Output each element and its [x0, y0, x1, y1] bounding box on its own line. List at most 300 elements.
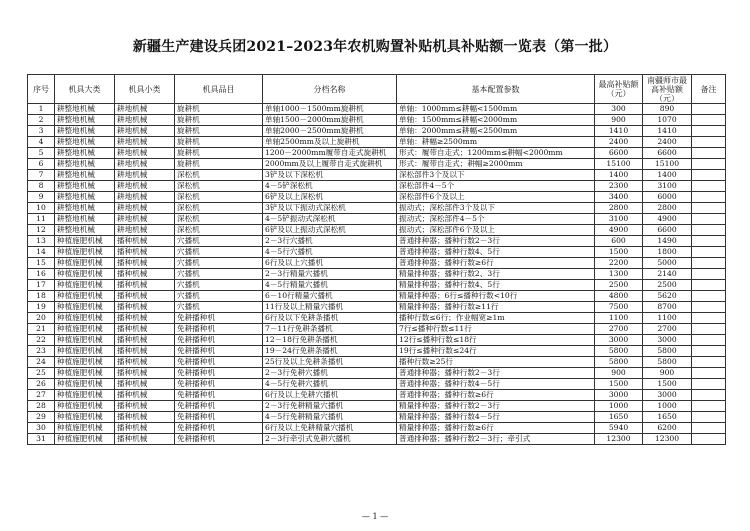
col-header-minor-category: 机具小类 [115, 75, 175, 104]
cell-index: 15 [28, 258, 55, 269]
table-row [28, 115, 726, 126]
cell-item: 穴播机 [175, 258, 263, 269]
table-row [28, 104, 726, 115]
cell-south-max-subsidy: 4900 [643, 214, 692, 225]
cell-minor-category: 耕地机械 [115, 225, 175, 236]
cell-major-category: 种植施肥机械 [55, 324, 115, 335]
cell-item: 旋耕机 [175, 115, 263, 126]
cell-config-params: 普通排种器；播种行数4－5行 [397, 379, 595, 390]
cell-config-params: 精量排种器；播种行数4、5行 [397, 280, 595, 291]
cell-index: 7 [28, 170, 55, 181]
cell-max-subsidy: 2400 [595, 137, 643, 148]
cell-major-category: 种植施肥机械 [55, 335, 115, 346]
cell-major-category: 耕整地机械 [55, 115, 115, 126]
cell-minor-category: 播种机械 [115, 390, 175, 401]
cell-index: 6 [28, 159, 55, 170]
cell-south-max-subsidy: 1490 [643, 236, 692, 247]
cell-remarks [692, 225, 726, 236]
cell-minor-category: 耕地机械 [115, 137, 175, 148]
cell-item: 免耕播种机 [175, 368, 263, 379]
col-header-max-subsidy: 最高补贴额（元） [595, 75, 643, 104]
cell-item: 免耕播种机 [175, 335, 263, 346]
cell-config-params: 播种行数≤6行；作业幅宽≥1m [397, 313, 595, 324]
table-row [28, 203, 726, 214]
cell-grade-name: 4－5行免耕精量穴播机 [263, 412, 397, 423]
cell-south-max-subsidy: 2500 [643, 280, 692, 291]
cell-index: 29 [28, 412, 55, 423]
cell-index: 19 [28, 302, 55, 313]
cell-max-subsidy: 5800 [595, 357, 643, 368]
cell-config-params: 振动式；深松部件3个及以下 [397, 203, 595, 214]
cell-index: 20 [28, 313, 55, 324]
table-row [28, 280, 726, 291]
cell-south-max-subsidy: 6200 [643, 423, 692, 434]
cell-config-params: 深松部件4－5个 [397, 181, 595, 192]
cell-minor-category: 播种机械 [115, 324, 175, 335]
cell-index: 2 [28, 115, 55, 126]
cell-config-params: 12行≤播种行数≤18行 [397, 335, 595, 346]
cell-minor-category: 播种机械 [115, 346, 175, 357]
cell-minor-category: 耕地机械 [115, 214, 175, 225]
cell-remarks [692, 291, 726, 302]
cell-max-subsidy: 1650 [595, 412, 643, 423]
table-row [28, 148, 726, 159]
cell-minor-category: 耕地机械 [115, 126, 175, 137]
cell-remarks [692, 126, 726, 137]
cell-index: 25 [28, 368, 55, 379]
cell-grade-name: 6铲及以上深松机 [263, 192, 397, 203]
cell-index: 10 [28, 203, 55, 214]
cell-minor-category: 播种机械 [115, 291, 175, 302]
cell-major-category: 耕整地机械 [55, 159, 115, 170]
cell-index: 1 [28, 104, 55, 115]
cell-grade-name: 12－18行免耕条播机 [263, 335, 397, 346]
cell-remarks [692, 324, 726, 335]
cell-item: 免耕播种机 [175, 390, 263, 401]
cell-max-subsidy: 1500 [595, 247, 643, 258]
cell-item: 免耕播种机 [175, 423, 263, 434]
cell-south-max-subsidy: 1070 [643, 115, 692, 126]
cell-major-category: 种植施肥机械 [55, 368, 115, 379]
cell-max-subsidy: 4800 [595, 291, 643, 302]
cell-index: 30 [28, 423, 55, 434]
cell-south-max-subsidy: 6000 [643, 192, 692, 203]
cell-max-subsidy: 1300 [595, 269, 643, 280]
cell-config-params: 精量排种器；6行≤播种行数<10行 [397, 291, 595, 302]
cell-item: 穴播机 [175, 236, 263, 247]
cell-max-subsidy: 7500 [595, 302, 643, 313]
cell-config-params: 精量排种器；播种行数4－5行 [397, 412, 595, 423]
table-row [28, 236, 726, 247]
cell-south-max-subsidy: 5000 [643, 258, 692, 269]
cell-max-subsidy: 600 [595, 236, 643, 247]
cell-max-subsidy: 15100 [595, 159, 643, 170]
cell-major-category: 种植施肥机械 [55, 280, 115, 291]
cell-grade-name: 3铲及以下振动式深松机 [263, 203, 397, 214]
cell-config-params: 普通排种器；播种行数2－3行；牵引式 [397, 434, 595, 445]
cell-config-params: 7行≤播种行数≤11行 [397, 324, 595, 335]
cell-south-max-subsidy: 1100 [643, 313, 692, 324]
col-header-item: 机具品目 [175, 75, 263, 104]
table-header-row [28, 75, 726, 104]
cell-index: 28 [28, 401, 55, 412]
cell-minor-category: 耕地机械 [115, 115, 175, 126]
cell-max-subsidy: 2200 [595, 258, 643, 269]
cell-max-subsidy: 5940 [595, 423, 643, 434]
cell-major-category: 种植施肥机械 [55, 291, 115, 302]
cell-max-subsidy: 3100 [595, 214, 643, 225]
cell-max-subsidy: 1100 [595, 313, 643, 324]
cell-minor-category: 播种机械 [115, 412, 175, 423]
cell-remarks [692, 192, 726, 203]
cell-grade-name: 单轴1500－2000mm旋耕机 [263, 115, 397, 126]
cell-remarks [692, 181, 726, 192]
subsidy-table [27, 74, 726, 445]
cell-major-category: 种植施肥机械 [55, 390, 115, 401]
cell-config-params: 振动式；深松部件6个及以上 [397, 225, 595, 236]
cell-minor-category: 耕地机械 [115, 203, 175, 214]
cell-index: 31 [28, 434, 55, 445]
cell-item: 旋耕机 [175, 126, 263, 137]
cell-minor-category: 播种机械 [115, 434, 175, 445]
cell-grade-name: 2－3行穴播机 [263, 236, 397, 247]
table-row [28, 401, 726, 412]
cell-remarks [692, 368, 726, 379]
cell-major-category: 种植施肥机械 [55, 346, 115, 357]
cell-major-category: 种植施肥机械 [55, 258, 115, 269]
cell-grade-name: 2－3行免耕精量穴播机 [263, 401, 397, 412]
cell-major-category: 耕整地机械 [55, 137, 115, 148]
cell-major-category: 耕整地机械 [55, 192, 115, 203]
cell-max-subsidy: 2800 [595, 203, 643, 214]
cell-max-subsidy: 5800 [595, 346, 643, 357]
cell-minor-category: 播种机械 [115, 302, 175, 313]
cell-config-params: 形式：履带自走式；耕幅≥2000mm [397, 159, 595, 170]
cell-grade-name: 1200－2000mm履带自走式旋耕机 [263, 148, 397, 159]
cell-south-max-subsidy: 3000 [643, 335, 692, 346]
cell-index: 4 [28, 137, 55, 148]
table-row [28, 126, 726, 137]
cell-config-params: 单轴：1500mm≤耕幅<2000mm [397, 115, 595, 126]
cell-grade-name: 2－3行牵引式免耕穴播机 [263, 434, 397, 445]
cell-item: 穴播机 [175, 280, 263, 291]
cell-item: 免耕播种机 [175, 324, 263, 335]
cell-grade-name: 6行及以下免耕条播机 [263, 313, 397, 324]
cell-major-category: 耕整地机械 [55, 126, 115, 137]
cell-config-params: 振动式；深松部件4－5个 [397, 214, 595, 225]
cell-grade-name: 单轴2000－2500mm旋耕机 [263, 126, 397, 137]
cell-south-max-subsidy: 15100 [643, 159, 692, 170]
cell-major-category: 耕整地机械 [55, 214, 115, 225]
cell-major-category: 耕整地机械 [55, 225, 115, 236]
table-row [28, 379, 726, 390]
cell-major-category: 种植施肥机械 [55, 236, 115, 247]
cell-max-subsidy: 2500 [595, 280, 643, 291]
cell-major-category: 耕整地机械 [55, 148, 115, 159]
cell-config-params: 精量排种器；播种行数2、3行 [397, 269, 595, 280]
cell-item: 旋耕机 [175, 137, 263, 148]
cell-remarks [692, 379, 726, 390]
cell-item: 深松机 [175, 214, 263, 225]
cell-grade-name: 6行及以上穴播机 [263, 258, 397, 269]
cell-grade-name: 25行及以上免耕条播机 [263, 357, 397, 368]
cell-grade-name: 6行及以上免耕穴播机 [263, 390, 397, 401]
cell-item: 旋耕机 [175, 104, 263, 115]
cell-config-params: 精量排种器；播种行数≥6行 [397, 423, 595, 434]
cell-grade-name: 3铲及以下深松机 [263, 170, 397, 181]
table-row [28, 181, 726, 192]
cell-south-max-subsidy: 5800 [643, 346, 692, 357]
cell-south-max-subsidy: 1400 [643, 170, 692, 181]
cell-item: 深松机 [175, 170, 263, 181]
cell-remarks [692, 236, 726, 247]
cell-item: 免耕播种机 [175, 401, 263, 412]
cell-index: 16 [28, 269, 55, 280]
cell-item: 深松机 [175, 225, 263, 236]
cell-remarks [692, 357, 726, 368]
cell-grade-name: 2－3行免耕穴播机 [263, 368, 397, 379]
cell-south-max-subsidy: 1410 [643, 126, 692, 137]
cell-major-category: 耕整地机械 [55, 104, 115, 115]
cell-config-params: 19行≤播种行数≤24行 [397, 346, 595, 357]
cell-minor-category: 耕地机械 [115, 148, 175, 159]
cell-minor-category: 播种机械 [115, 236, 175, 247]
cell-remarks [692, 170, 726, 181]
cell-index: 24 [28, 357, 55, 368]
cell-major-category: 种植施肥机械 [55, 269, 115, 280]
table-row [28, 324, 726, 335]
cell-south-max-subsidy: 2700 [643, 324, 692, 335]
cell-grade-name: 2－3行精量穴播机 [263, 269, 397, 280]
cell-item: 深松机 [175, 192, 263, 203]
cell-minor-category: 播种机械 [115, 401, 175, 412]
cell-remarks [692, 247, 726, 258]
cell-major-category: 种植施肥机械 [55, 313, 115, 324]
cell-south-max-subsidy: 1650 [643, 412, 692, 423]
cell-south-max-subsidy: 2800 [643, 203, 692, 214]
cell-max-subsidy: 1410 [595, 126, 643, 137]
cell-south-max-subsidy: 2140 [643, 269, 692, 280]
cell-remarks [692, 159, 726, 170]
cell-major-category: 耕整地机械 [55, 181, 115, 192]
col-header-south-max-subsidy: 南疆师市最高补贴额（元） [643, 75, 692, 104]
cell-max-subsidy: 2700 [595, 324, 643, 335]
cell-max-subsidy: 6600 [595, 148, 643, 159]
cell-south-max-subsidy: 12300 [643, 434, 692, 445]
cell-south-max-subsidy: 1800 [643, 247, 692, 258]
table-row [28, 357, 726, 368]
cell-major-category: 种植施肥机械 [55, 247, 115, 258]
cell-config-params: 单轴：2000mm≤耕幅<2500mm [397, 126, 595, 137]
cell-index: 26 [28, 379, 55, 390]
cell-remarks [692, 313, 726, 324]
cell-max-subsidy: 1400 [595, 170, 643, 181]
cell-item: 旋耕机 [175, 159, 263, 170]
cell-item: 穴播机 [175, 269, 263, 280]
table-row [28, 302, 726, 313]
cell-minor-category: 耕地机械 [115, 170, 175, 181]
cell-grade-name: 2000mm及以上履带自走式旋耕机 [263, 159, 397, 170]
cell-index: 27 [28, 390, 55, 401]
cell-minor-category: 耕地机械 [115, 159, 175, 170]
cell-config-params: 精量排种器；播种行数2－3行 [397, 401, 595, 412]
cell-grade-name: 6行及以上免耕精量穴播机 [263, 423, 397, 434]
cell-grade-name: 4－5行精量穴播机 [263, 280, 397, 291]
cell-index: 9 [28, 192, 55, 203]
page-number: — 1 — [361, 512, 389, 521]
cell-minor-category: 耕地机械 [115, 104, 175, 115]
cell-config-params: 普通排种器；播种行数2－3行 [397, 368, 595, 379]
cell-major-category: 种植施肥机械 [55, 412, 115, 423]
cell-minor-category: 播种机械 [115, 379, 175, 390]
cell-remarks [692, 280, 726, 291]
col-header-index: 序号 [28, 75, 55, 104]
cell-item: 免耕播种机 [175, 379, 263, 390]
table-row [28, 368, 726, 379]
cell-minor-category: 播种机械 [115, 269, 175, 280]
cell-item: 免耕播种机 [175, 357, 263, 368]
page-title: 新疆生产建设兵团2021–2023年农机购置补贴机具补贴额一览表（第一批） [132, 39, 618, 55]
cell-major-category: 种植施肥机械 [55, 401, 115, 412]
table-row [28, 291, 726, 302]
cell-remarks [692, 412, 726, 423]
cell-item: 免耕播种机 [175, 434, 263, 445]
cell-remarks [692, 203, 726, 214]
cell-item: 深松机 [175, 203, 263, 214]
cell-item: 免耕播种机 [175, 412, 263, 423]
cell-remarks [692, 137, 726, 148]
cell-minor-category: 播种机械 [115, 313, 175, 324]
cell-grade-name: 6－10行精量穴播机 [263, 291, 397, 302]
cell-config-params: 精量排种器；播种行数≥11行 [397, 302, 595, 313]
cell-major-category: 种植施肥机械 [55, 357, 115, 368]
cell-grade-name: 4－5行穴播机 [263, 247, 397, 258]
cell-max-subsidy: 900 [595, 115, 643, 126]
cell-minor-category: 播种机械 [115, 368, 175, 379]
cell-max-subsidy: 1000 [595, 401, 643, 412]
cell-item: 旋耕机 [175, 148, 263, 159]
cell-index: 21 [28, 324, 55, 335]
cell-config-params: 普通排种器；播种行数2－3行 [397, 236, 595, 247]
cell-remarks [692, 148, 726, 159]
cell-remarks [692, 269, 726, 280]
cell-index: 14 [28, 247, 55, 258]
cell-max-subsidy: 3000 [595, 335, 643, 346]
cell-config-params: 形式：履带自走式；1200mm≤耕幅<2000mm [397, 148, 595, 159]
cell-south-max-subsidy: 890 [643, 104, 692, 115]
cell-major-category: 耕整地机械 [55, 170, 115, 181]
cell-remarks [692, 346, 726, 357]
cell-index: 5 [28, 148, 55, 159]
table-row [28, 137, 726, 148]
table-row [28, 313, 726, 324]
cell-south-max-subsidy: 1000 [643, 401, 692, 412]
table-row [28, 269, 726, 280]
col-header-grade-name: 分档名称 [263, 75, 397, 104]
cell-south-max-subsidy: 900 [643, 368, 692, 379]
cell-index: 18 [28, 291, 55, 302]
cell-minor-category: 播种机械 [115, 247, 175, 258]
table-body [28, 104, 726, 445]
cell-max-subsidy: 1500 [595, 379, 643, 390]
cell-index: 17 [28, 280, 55, 291]
col-header-remarks: 备注 [692, 75, 726, 104]
col-header-config-params: 基本配置参数 [397, 75, 595, 104]
table-row [28, 423, 726, 434]
cell-south-max-subsidy: 3000 [643, 390, 692, 401]
cell-minor-category: 播种机械 [115, 335, 175, 346]
cell-max-subsidy: 4900 [595, 225, 643, 236]
cell-index: 11 [28, 214, 55, 225]
cell-south-max-subsidy: 6600 [643, 148, 692, 159]
cell-config-params: 普通排种器；播种行数4、5行 [397, 247, 595, 258]
table-row [28, 192, 726, 203]
cell-index: 3 [28, 126, 55, 137]
cell-remarks [692, 115, 726, 126]
cell-grade-name: 6铲及以上振动式深松机 [263, 225, 397, 236]
table-row [28, 159, 726, 170]
cell-remarks [692, 390, 726, 401]
cell-minor-category: 播种机械 [115, 280, 175, 291]
cell-remarks [692, 302, 726, 313]
cell-minor-category: 耕地机械 [115, 192, 175, 203]
col-header-major-category: 机具大类 [55, 75, 115, 104]
cell-config-params: 单轴：耕幅≥2500mm [397, 137, 595, 148]
table-row [28, 225, 726, 236]
cell-config-params: 普通排种器；播种行数≥6行 [397, 258, 595, 269]
table-row [28, 346, 726, 357]
cell-grade-name: 4－5铲深松机 [263, 181, 397, 192]
cell-south-max-subsidy: 3100 [643, 181, 692, 192]
cell-grade-name: 11行及以上精量穴播机 [263, 302, 397, 313]
cell-minor-category: 播种机械 [115, 258, 175, 269]
cell-grade-name: 单轴2500mm及以上旋耕机 [263, 137, 397, 148]
table-row [28, 412, 726, 423]
cell-item: 穴播机 [175, 247, 263, 258]
cell-index: 8 [28, 181, 55, 192]
cell-major-category: 种植施肥机械 [55, 379, 115, 390]
cell-config-params: 普通排种器；播种行数≥6行 [397, 390, 595, 401]
cell-major-category: 种植施肥机械 [55, 302, 115, 313]
cell-remarks [692, 401, 726, 412]
cell-south-max-subsidy: 1500 [643, 379, 692, 390]
cell-grade-name: 7－11行免耕条播机 [263, 324, 397, 335]
cell-max-subsidy: 900 [595, 368, 643, 379]
table-row [28, 214, 726, 225]
cell-index: 22 [28, 335, 55, 346]
cell-item: 穴播机 [175, 302, 263, 313]
cell-grade-name: 4－5行免耕穴播机 [263, 379, 397, 390]
cell-minor-category: 播种机械 [115, 357, 175, 368]
cell-major-category: 种植施肥机械 [55, 434, 115, 445]
cell-config-params: 深松部件3个及以下 [397, 170, 595, 181]
cell-item: 免耕播种机 [175, 313, 263, 324]
cell-item: 深松机 [175, 181, 263, 192]
cell-max-subsidy: 12300 [595, 434, 643, 445]
cell-remarks [692, 434, 726, 445]
cell-max-subsidy: 2300 [595, 181, 643, 192]
cell-index: 12 [28, 225, 55, 236]
cell-grade-name: 19－24行免耕条播机 [263, 346, 397, 357]
cell-item: 免耕播种机 [175, 346, 263, 357]
cell-remarks [692, 258, 726, 269]
table-row [28, 258, 726, 269]
cell-remarks [692, 214, 726, 225]
cell-index: 23 [28, 346, 55, 357]
table-row [28, 434, 726, 445]
cell-item: 穴播机 [175, 291, 263, 302]
table-row [28, 335, 726, 346]
